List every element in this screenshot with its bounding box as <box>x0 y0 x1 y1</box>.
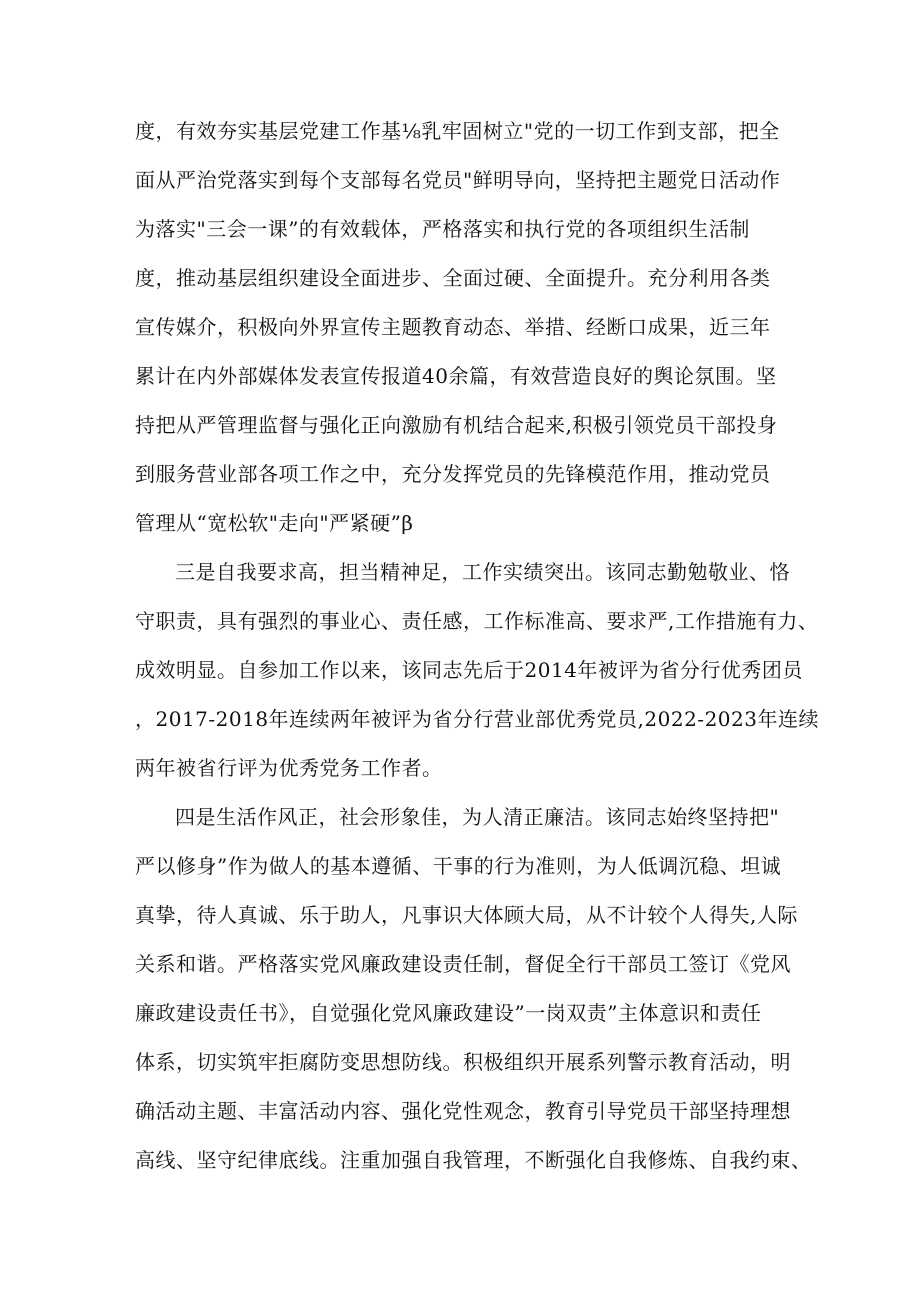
text-line: ，2017-2018年连续两年被评为省分行营业部优秀党员,2022-2023年连续 <box>135 707 819 731</box>
text-line: 度，推动基层组织建设全面进步、全面过硬、全面提升。充分利用各类 <box>135 266 771 290</box>
text-line: 宣传媒介，积极向外界宣传主题教育动态、举措、经断口成果，近三年 <box>135 315 771 339</box>
text-line: 严以修身”作为做人的基本遵循、干事的行为准则，为人低调沉稳、坦诚 <box>135 854 782 878</box>
text-line: 到服务营业部各项工作之中，充分发挥党员的先锋模范作用，推动党员 <box>135 462 771 486</box>
text-line: 两年被省行评为优秀党务工作者。 <box>135 756 443 780</box>
text-line: 确活动主题、丰富活动内容、强化党性观念，教育引导党员干部坚持理想 <box>135 1099 791 1123</box>
text-line: 关系和谐。严格落实党风廉政建设责任制，督促全行干部员工签订《党风 <box>135 952 791 976</box>
text-line: 管理从“宽松软"走向"严紧硬”β <box>135 511 414 535</box>
text-line: 面从严治党落实到每个支部每名党员"鲜明导向，坚持把主题党日活动作 <box>135 168 781 192</box>
text-line: 成效明显。自参加工作以来，该同志先后于2014年被评为省分行优秀团员 <box>135 658 803 682</box>
paragraph-4-first-line: 四是生活作风正，社会形象佳，为人清正廉洁。该同志始终坚持把" <box>175 805 780 829</box>
text-line: 度，有效夯实基层党建工作基⅛乳牢固树立"党的一切工作到支部，把全 <box>135 119 780 143</box>
text-line: 累计在内外部媒体发表宣传报道40余篇，有效营造良好的舆论氛围。坚 <box>135 364 777 388</box>
paragraph-3-first-line: 三是自我要求高，担当精神足，工作实绩突出。该同志勤勉敬业、恪 <box>175 560 790 584</box>
text-line: 高线、坚守纪律底线。注重加强自我管理，不断强化自我修炼、自我约束、 <box>135 1148 812 1172</box>
text-line: 守职责，具有强烈的事业心、责任感，工作标准高、要求严,工作措施有力、 <box>135 609 819 633</box>
text-line: 为落实"三会一课”的有效载体，严格落实和执行党的各项组织生活制 <box>135 217 750 241</box>
text-line: 廉政建设责任书》，自觉强化党风廉政建设”一岗双责”主体意识和责任 <box>135 1001 762 1025</box>
text-line: 体系，切实筑牢拒腐防变思想防线。积极组织开展系列警示教育活动，明 <box>135 1050 791 1074</box>
text-line: 持把从严管理监督与强化正向激励有机结合起来,积极引领党员干部投身 <box>135 413 778 437</box>
text-line: 真挚，待人真诚、乐于助人，凡事识大体顾大局，从不计较个人得失,人际 <box>135 903 798 927</box>
